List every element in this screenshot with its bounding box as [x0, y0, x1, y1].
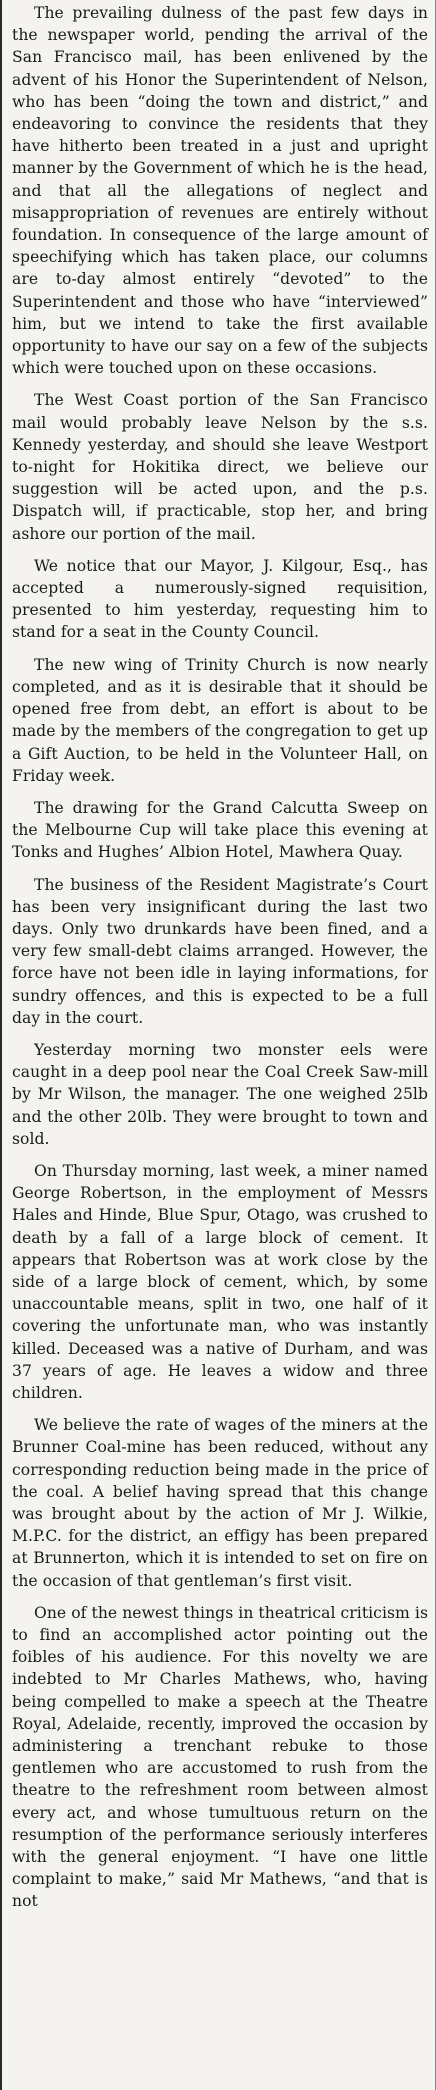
- article-magistrates-court: The business of the Resident Magistrate’s Court has been very insignificant during the last two days. Only two drunkards have been fined, and a very few small-debt claims arranged. However, the force have not been idle in laying informations, for sundry offences, and this is expected to be a full day in the court.: [12, 875, 428, 1027]
- article-brunner-wages: We believe the rate of wages of the miners at the Brunner Coal-mine has been reduced, without any corresponding reduction being made in the price of the coal. A belief having spread that this change was brought about by the action of Mr J. Wilkie, M.P.C. for the district, an effigy has been prepared at Brunnerton, which it is intended to set on fire on the occasion of that gentleman’s first visit.: [12, 1416, 428, 1590]
- article-san-francisco-mail: The West Coast portion of the San Francisco mail would probably leave Nelson by the s.s. Kennedy yesterday, and should she leave Westport to-night for Hokitika direct, we believe our suggestion will be acted upon, and the p.s. Dispatch will, if practicable, stop her, and bring ashore our portion of the mail.: [12, 391, 428, 543]
- article-calcutta-sweep: The drawing for the Grand Calcutta Sweep on the Melbourne Cup will take place this evening at Tonks and Hughes’ Albion Hotel, Mawhera Quay.: [12, 798, 428, 862]
- article-miner-killed: On Thursday morning, last week, a miner named George Robertson, in the employment of Messrs Hales and Hinde, Blue Spur, Otago, was crushed to death by a fall of a large block of cement. It appears that Robertson was at work close by the side of a large block of cement, which, by some unaccountable means, split in two, one half of it covering the unfortunate man, who was instantly killed. Deceased was a native of Durham, and was 37 years of age. He leaves a widow and three children.: [12, 1161, 428, 1402]
- article-theatrical-criticism: One of the newest things in theatrical criticism is to find an accomplished actor pointing out the foibles of his audience. For this novelty we are indebted to Mr Charles Mathews, who, having being compelled to make a speech at the Theatre Royal, Adelaide, recently, improved the occasion by administering a trenchant rebuke to those gentlemen who are accustomed to rush from the theatre to the refreshment room between almost every act, and whose tumultuous return on the resumption of the performance seriously interferes with the general enjoyment. “I have one little complaint to make,” said Mr Mathews, “and that is not: [12, 1603, 428, 1911]
- article-mayor-requisition: We notice that our Mayor, J. Kilgour, Esq., has accepted a numerously-signed requisition, presented to him yesterday, requesting him to stand for a seat in the County Council.: [12, 556, 428, 642]
- article-superintendent-visit: The prevailing dulness of the past few days in the newspaper world, pending the arrival of the San Francisco mail, has been enlivened by the advent of his Honor the Superintendent of Nelson, who has been “doing the town and district,” and endeavoring to convince the residents that they have hitherto been treated in a just and upright manner by the Government of which he is the head, and that all the allegations of neglect and misappropriation of revenues are entirely without foundation. In consequence of the large amount of speechifying which has taken place, our columns are to-day almost entirely “devoted” to the Superintendent and those who have “interviewed” him, but we intend to take the first available opportunity to have our say on a few of the subjects which were touched upon on these occasions.: [12, 4, 428, 378]
- article-trinity-church: The new wing of Trinity Church is now nearly completed, and as it is desirable that it should be opened free from debt, an effort is about to be made by the members of the congregation to get up a Gift Auction, to be held in the Volunteer Hall, on Friday week.: [12, 655, 428, 785]
- article-monster-eels: Yesterday morning two monster eels were caught in a deep pool near the Coal Creek Saw-mill by Mr Wilson, the manager. The one weighed 25lb and the other 20lb. They were brought to town and sold.: [12, 1040, 428, 1148]
